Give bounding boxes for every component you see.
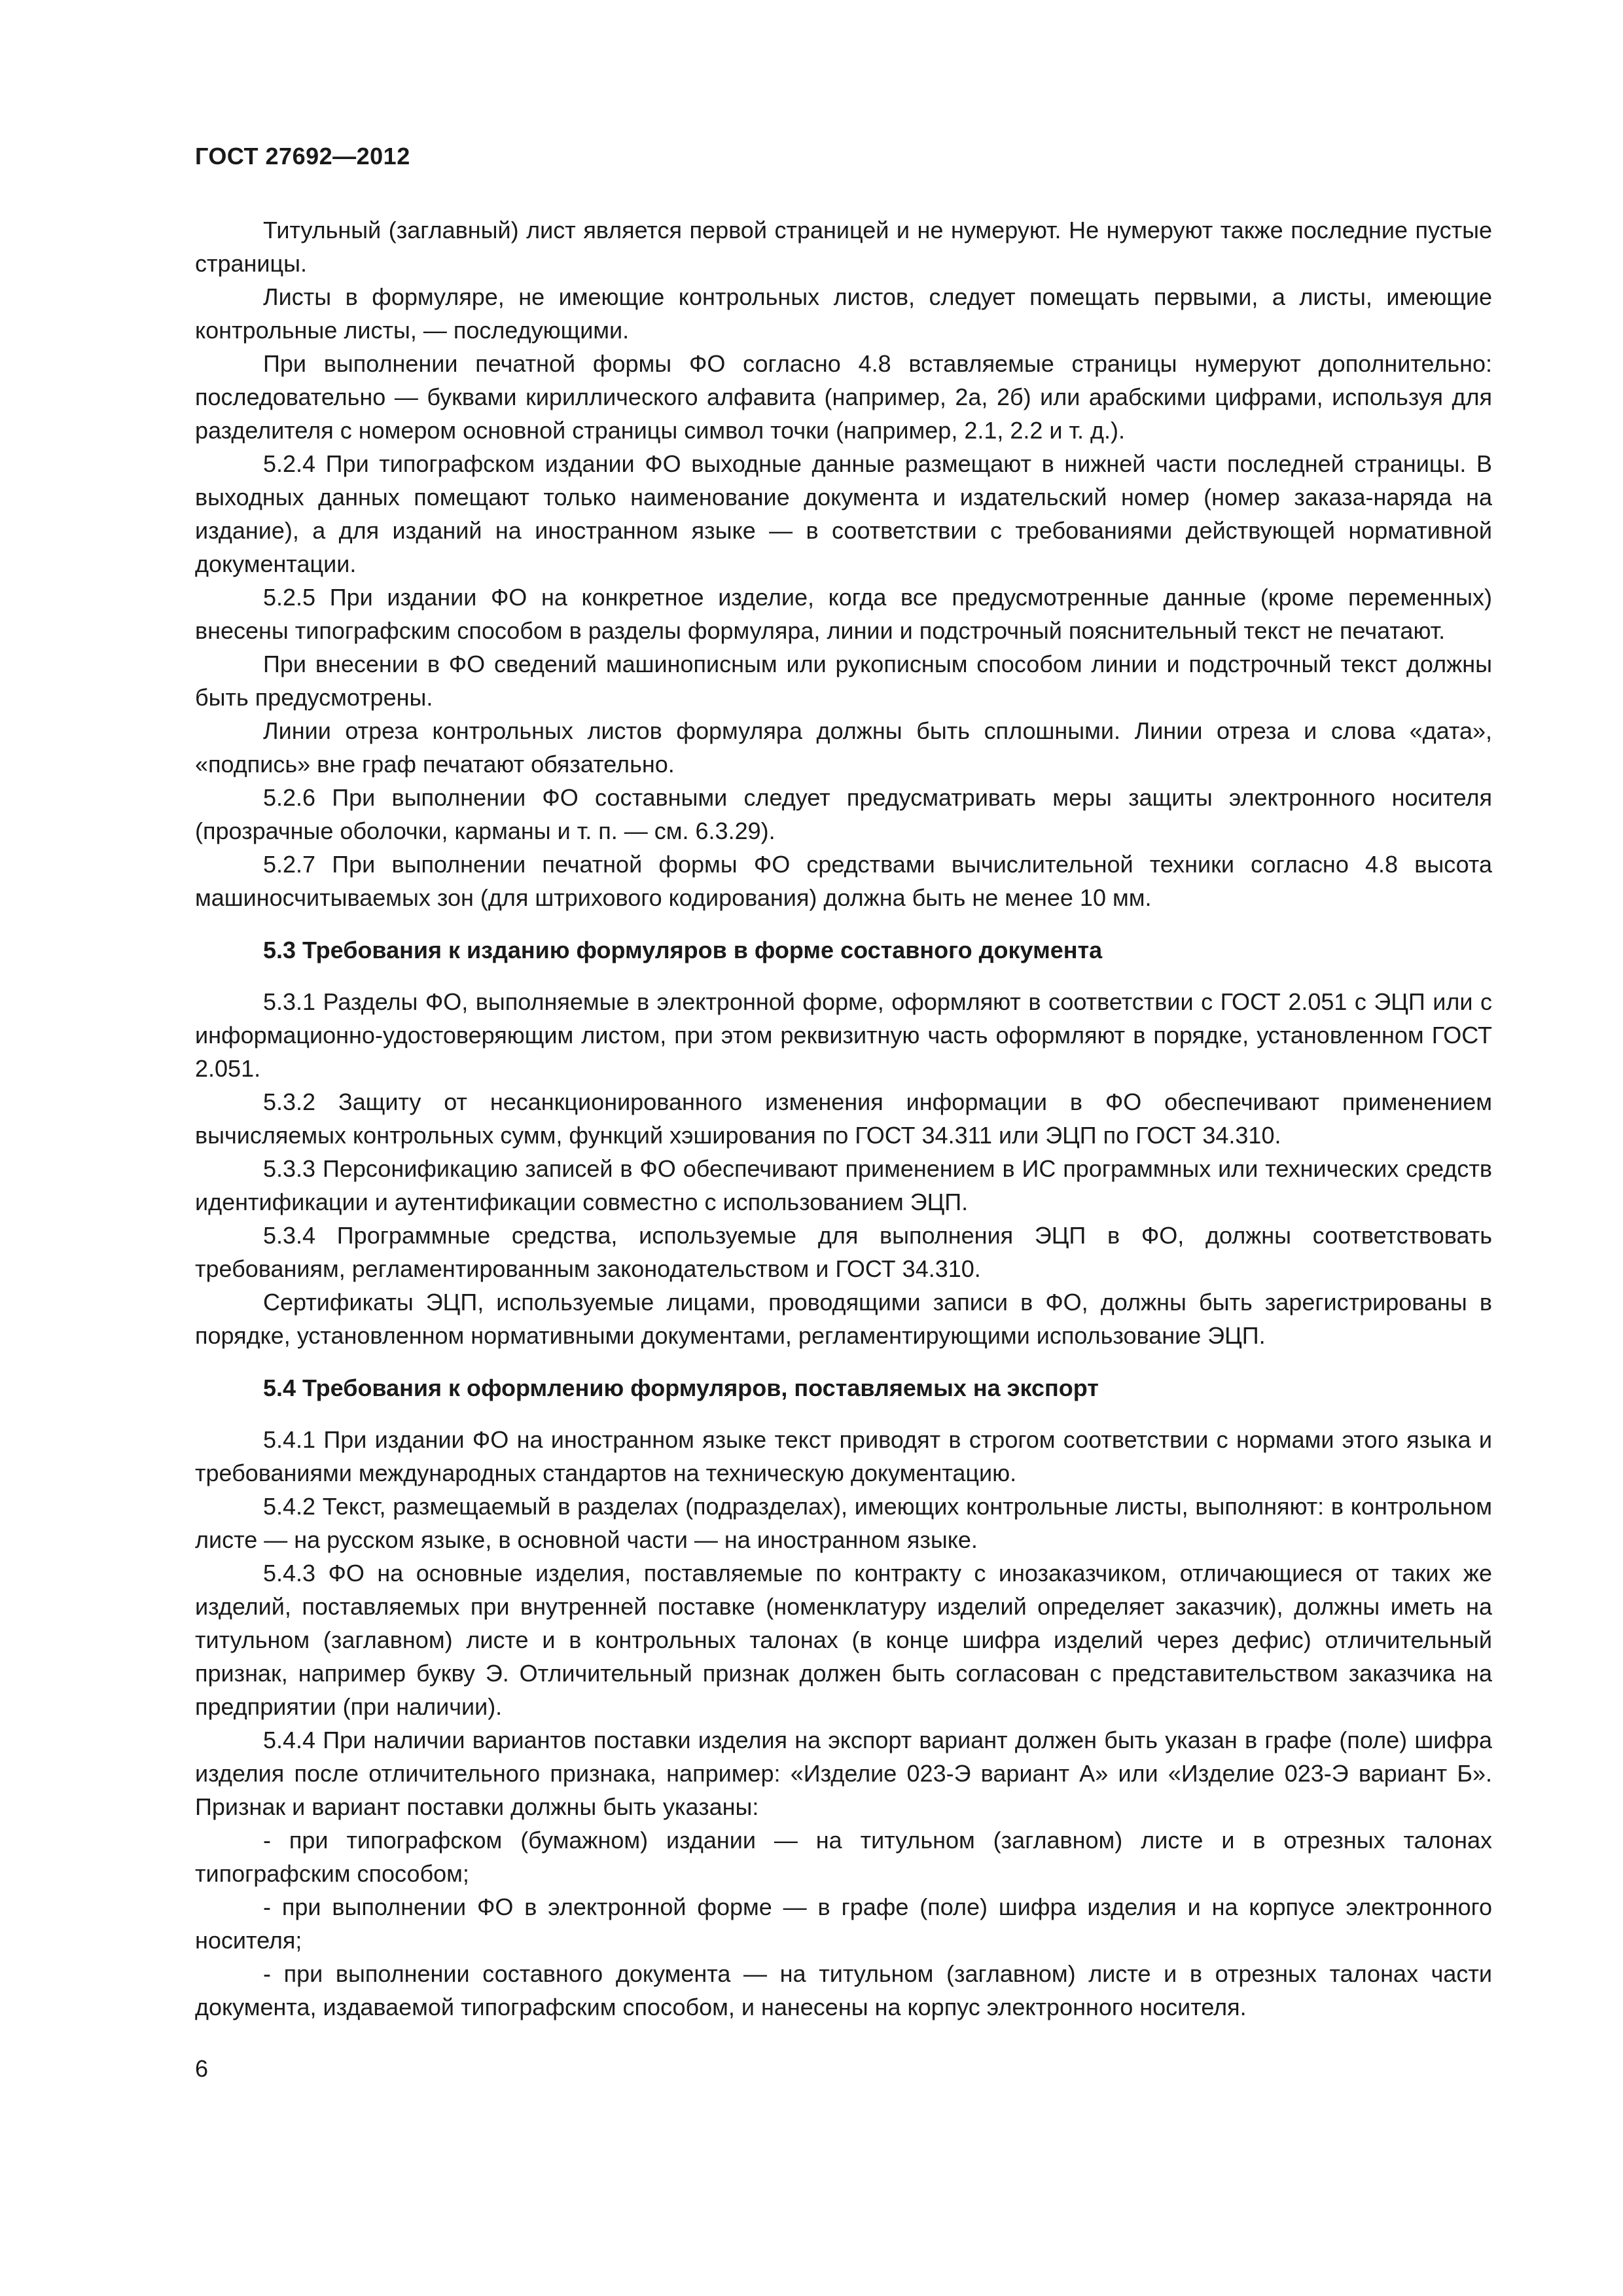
- paragraph-5-3-2: 5.3.2 Защиту от несанкционированного изменения информации в ФО обеспечивают применением вычисляемых контрольных сумм, функций хэширования по ГОСТ 34.311 или ЭЦП по ГОСТ 34.310.: [195, 1088, 1492, 1149]
- paragraph: Линии отреза контрольных листов формуляра должны быть сплошными. Линии отреза и слова «дата», «подпись» вне граф печатают обязательно.: [195, 717, 1492, 778]
- paragraph-5-4-2: 5.4.2 Текст, размещаемый в разделах (подразделах), имеющих контрольные листы, выполняют: в контрольном листе — на русском языке, в основной части — на иностранном языке.: [195, 1493, 1492, 1553]
- paragraph-5-4-1: 5.4.1 При издании ФО на иностранном языке текст приводят в строгом соответствии с нормами этого языка и требованиями международных стандартов на техническую документацию.: [195, 1426, 1492, 1486]
- paragraph-5-2-7: 5.2.7 При выполнении печатной формы ФО средствами вычислительной техники согласно 4.8 высота машиносчитываемых зон (для штрихового кодирования) должна быть не менее 10 мм.: [195, 851, 1492, 911]
- section-5-4: [195, 1371, 1492, 2024]
- paragraph-5-3-3: 5.3.3 Персонификацию записей в ФО обеспечивают применением в ИС программных или технических средств идентификации и аутентификации совместно с использованием ЭЦП.: [195, 1155, 1492, 1215]
- paragraph-5-3-1: 5.3.1 Разделы ФО, выполняемые в электронной форме, оформляют в соответствии с ГОСТ 2.051 с ЭЦП или с информационно-удостоверяющим листом, при этом реквизитную часть оформляют в порядке, установленном ГОСТ 2.051.: [195, 988, 1492, 1082]
- document-header-code: ГОСТ 27692—2012: [195, 143, 410, 170]
- paragraph: Сертификаты ЭЦП, используемые лицами, проводящими записи в ФО, должны быть зарегистрированы в порядке, установленном нормативными документами, регламентирующими использование ЭЦП.: [195, 1289, 1492, 1349]
- section-title-5-4: 5.4 Требования к оформлению формуляров, поставляемых на экспорт: [263, 1374, 1099, 1401]
- list-item: - при выполнении составного документа — на титульном (заглавном) листе и в отрезных талонах части документа, издаваемой типографским способом, и нанесены на корпус электронного носителя.: [195, 1960, 1492, 2020]
- list-item: - при выполнении ФО в электронной форме — в графе (поле) шифра изделия и на корпусе электронного носителя;: [195, 1893, 1492, 1954]
- list-item: - при типографском (бумажном) издании — на титульном (заглавном) листе и в отрезных талонах типографским способом;: [195, 1827, 1492, 1887]
- section-title-5-3: 5.3 Требования к изданию формуляров в форме составного документа: [263, 937, 1103, 963]
- paragraph: При выполнении печатной формы ФО согласно 4.8 вставляемые страницы нумеруют дополнительно: последовательно — буквами кириллического алфавита (например, 2а, 2б) или арабскими цифрами, используя для разделителя с номером основной страницы символ точки (например, 2.1, 2.2 и т. д.).: [195, 350, 1492, 444]
- paragraph-5-2-5: 5.2.5 При издании ФО на конкретное изделие, когда все предусмотренные данные (кроме переменных) внесены типографским способом в разделы формуляра, линии и подстрочный пояснительный текст не печатают.: [195, 584, 1492, 644]
- paragraph-5-3-4: 5.3.4 Программные средства, используемые для выполнения ЭЦП в ФО, должны соответствовать требованиям, регламентированным законодательством и ГОСТ 34.310.: [195, 1222, 1492, 1282]
- document-page: [195, 141, 1492, 2024]
- paragraph: Листы в формуляре, не имеющие контрольных листов, следует помещать первыми, а листы, имеющие контрольные листы, — последующими.: [195, 283, 1492, 344]
- paragraph: При внесении в ФО сведений машинописным или рукописным способом линии и подстрочный текст должны быть предусмотрены.: [195, 651, 1492, 711]
- paragraph-5-2-4: 5.2.4 При типографском издании ФО выходные данные размещают в нижней части последней страницы. В выходных данных помещают только наименование документа и издательский номер (номер заказа-наряда на издание), а для изданий на иностранном языке — в соответствии с требованиями действующей нормативной документации.: [195, 450, 1492, 577]
- paragraph-5-2-6: 5.2.6 При выполнении ФО составными следует предусматривать меры защиты электронного носителя (прозрачные оболочки, карманы и т. п. — см. 6.3.29).: [195, 784, 1492, 844]
- page-number: 6: [195, 2055, 209, 2082]
- paragraph: Титульный (заглавный) лист является первой страницей и не нумеруют. Не нумеруют также последние пустые страницы.: [195, 217, 1492, 277]
- intro-paragraphs: [195, 213, 1492, 914]
- paragraph-5-4-3: 5.4.3 ФО на основные изделия, поставляемые по контракту с инозаказчиком, отличающиеся от таких же изделий, поставляемых при внутренней поставке (номенклатуру изделий определяет заказчик), должны иметь на титульном (заглавном) листе и в контрольных талонах (в конце шифра изделий через дефис) отличительный признак, например букву Э. Отличительный признак должен быть согласован с представительством заказчика на предприятии (при наличии).: [195, 1560, 1492, 1720]
- section-5-3: [195, 933, 1492, 1352]
- paragraph-5-4-4: 5.4.4 При наличии вариантов поставки изделия на экспорт вариант должен быть указан в графе (поле) шифра изделия после отличительного признака, например: «Изделие 023-Э вариант А» или «Изделие 023-Э вариант Б». Признак и вариант поставки должны быть указаны:: [195, 1727, 1492, 1820]
